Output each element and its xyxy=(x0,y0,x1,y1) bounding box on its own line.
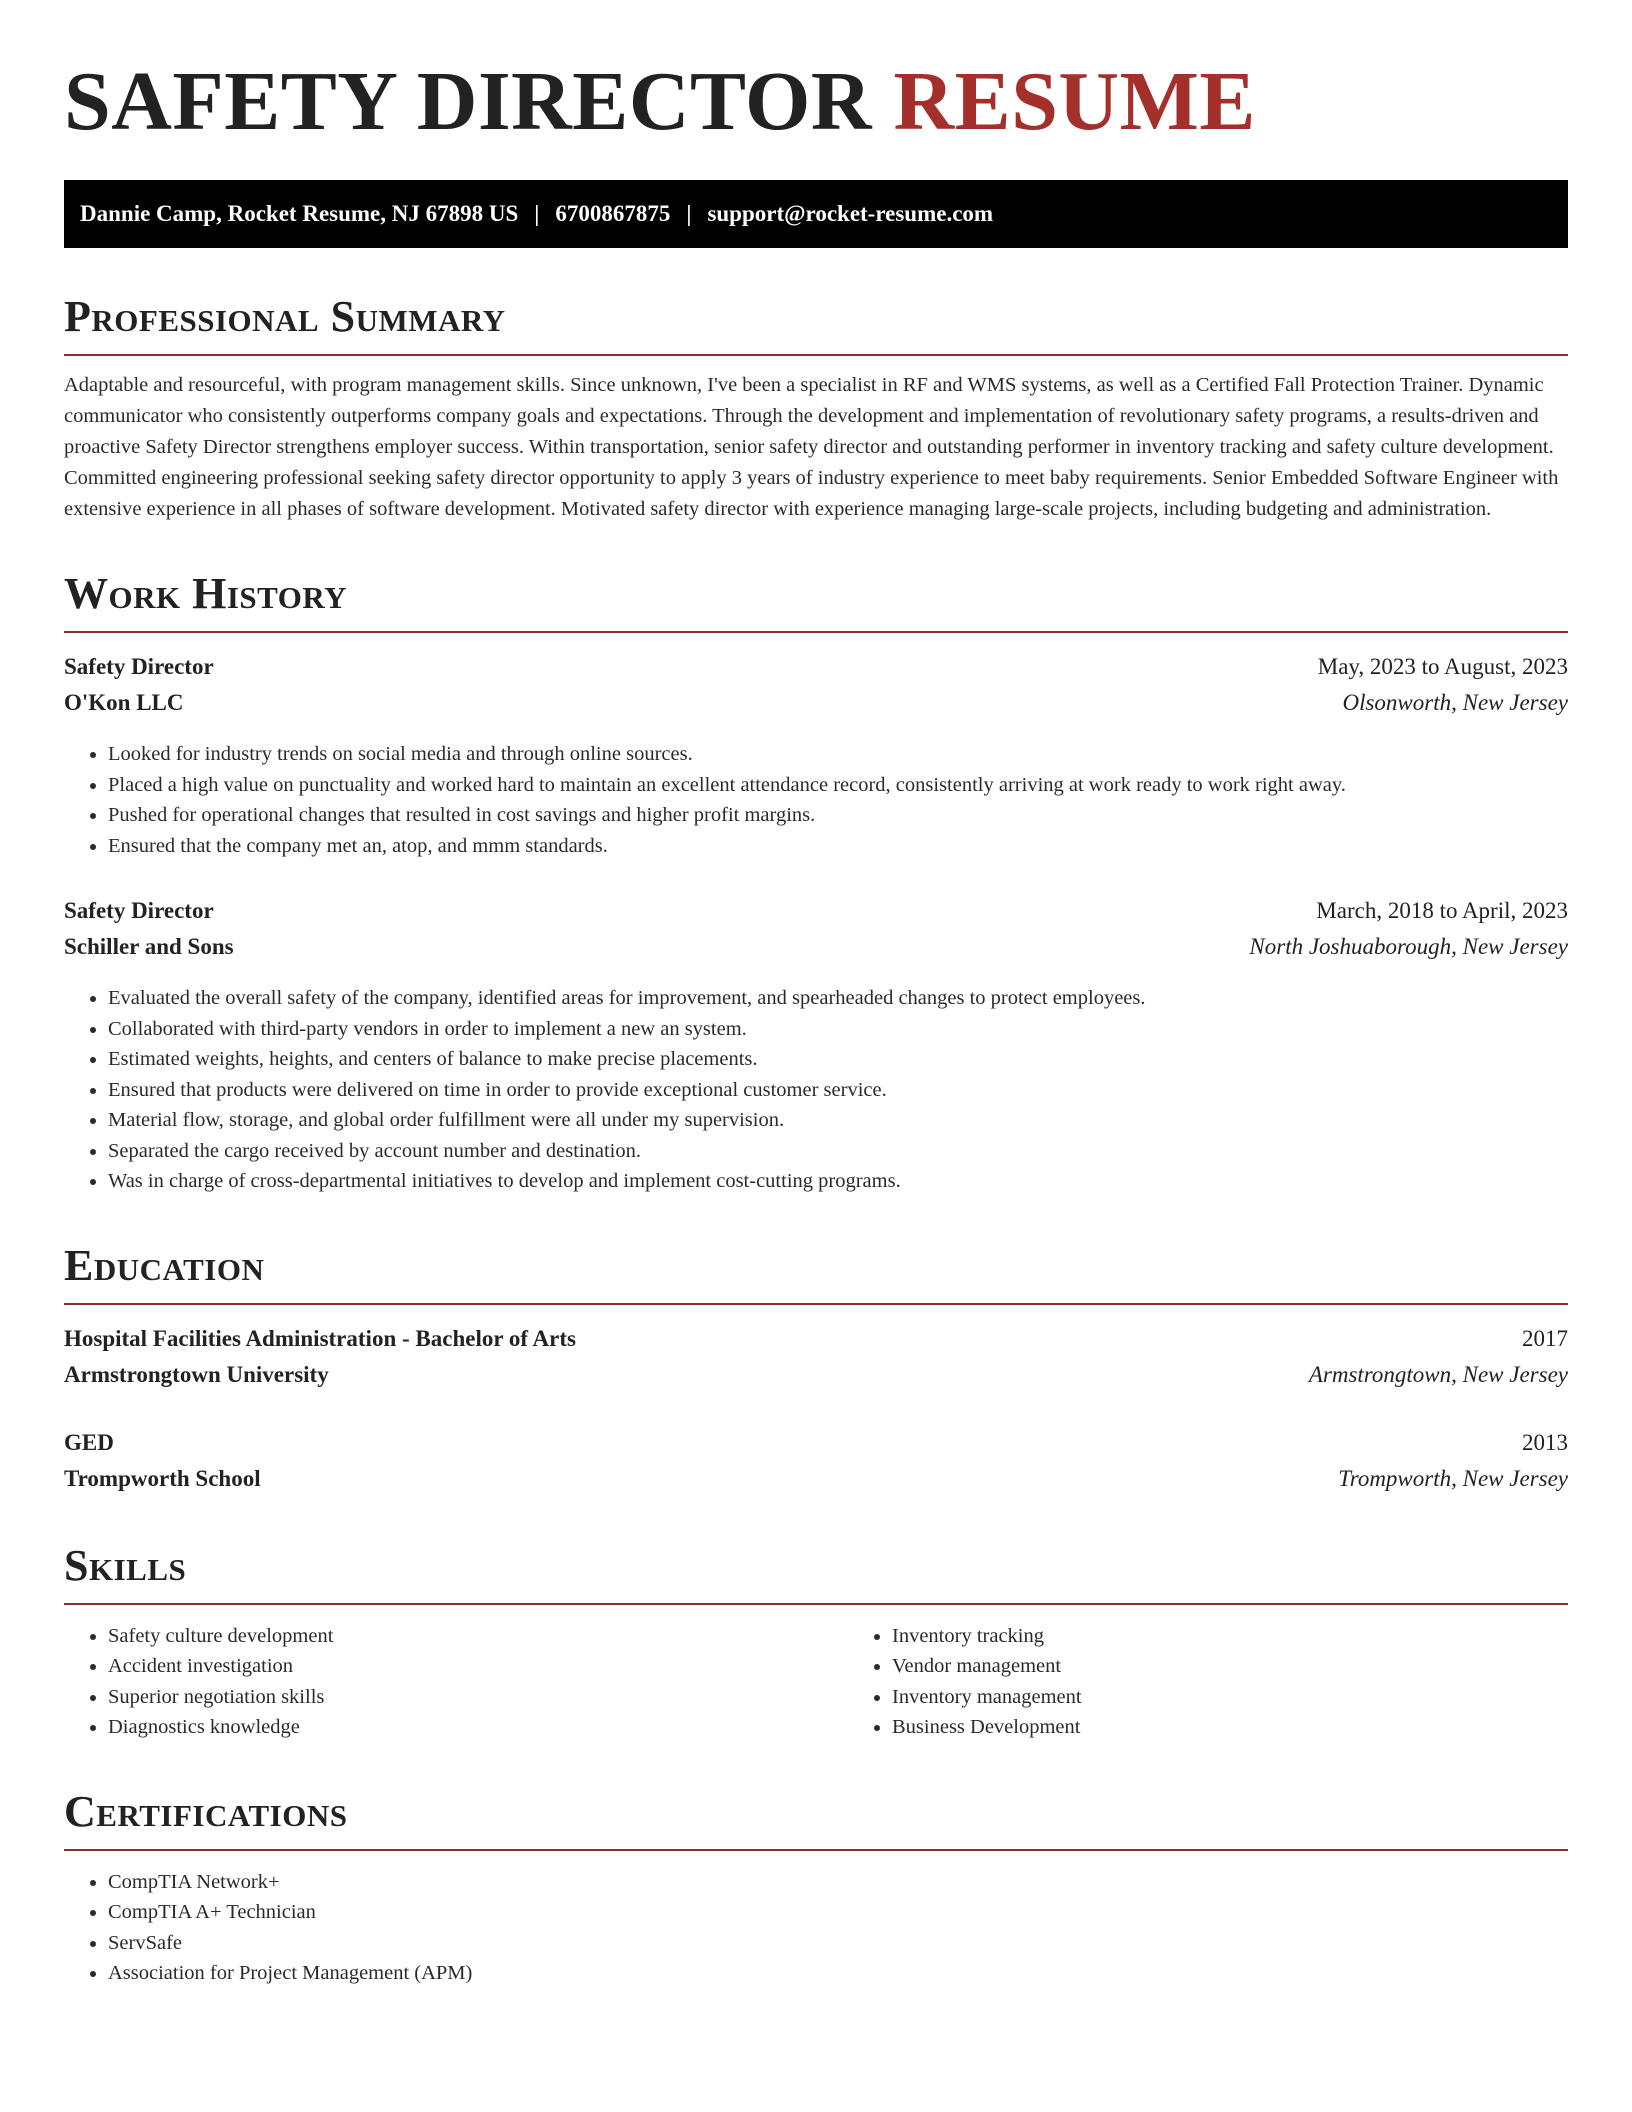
education-year: 2017 xyxy=(1522,1325,1568,1351)
job-company-row xyxy=(64,685,1568,721)
contact-address: Dannie Camp, Rocket Resume, NJ 67898 US xyxy=(80,201,519,226)
skills-column-left xyxy=(64,1621,848,1743)
certifications-heading: Certifications xyxy=(64,1787,1568,1851)
education-school-row xyxy=(64,1461,1568,1497)
skills-grid xyxy=(64,1621,1568,1743)
education-school-row xyxy=(64,1357,1568,1393)
certifications-section xyxy=(64,1787,1568,1989)
title-main: SAFETY DIRECTOR xyxy=(64,55,873,148)
job-dates: May, 2023 to August, 2023 xyxy=(1317,654,1568,679)
list-item: • Association for Project Management (APM) xyxy=(108,1958,1568,1989)
list-item: • Ensured that the company met an, atop, and mmm standards. xyxy=(108,831,1568,862)
education-school: Armstrongtown University xyxy=(64,1361,329,1387)
education-header-row xyxy=(64,1321,1568,1357)
list-item: • CompTIA A+ Technician xyxy=(108,1897,1568,1928)
education-section xyxy=(64,1241,1568,1497)
certifications-list xyxy=(64,1867,1568,1989)
education-degree: Hospital Facilities Administration - Bachelor of Arts xyxy=(64,1325,576,1351)
skills-heading: Skills xyxy=(64,1541,1568,1605)
contact-email: support@rocket-resume.com xyxy=(707,201,994,226)
list-item: • Vendor management xyxy=(892,1651,1568,1682)
education-entry xyxy=(64,1321,1568,1393)
job-header-row xyxy=(64,649,1568,685)
title-accent: RESUME xyxy=(893,55,1256,148)
list-item: • Ensured that products were delivered on time in order to provide exceptional customer service. xyxy=(108,1075,1568,1106)
education-entry xyxy=(64,1425,1568,1497)
list-item: • Placed a high value on punctuality and worked hard to maintain an excellent attendance record, consistently arriving at work ready to work right away. xyxy=(108,770,1568,801)
list-item: • Was in charge of cross-departmental initiatives to develop and implement cost-cutting programs. xyxy=(108,1166,1568,1197)
job-title: Safety Director xyxy=(64,898,214,923)
contact-separator: | xyxy=(686,201,692,226)
job-location: Olsonworth, New Jersey xyxy=(1342,690,1568,715)
education-location: Trompworth, New Jersey xyxy=(1338,1465,1568,1491)
work-history-heading: Work History xyxy=(64,569,1568,633)
list-item: • Inventory tracking xyxy=(892,1621,1568,1652)
job-dates: March, 2018 to April, 2023 xyxy=(1316,898,1568,923)
job-bullets xyxy=(64,739,1568,861)
list-item: • ServSafe xyxy=(108,1928,1568,1959)
job-title: Safety Director xyxy=(64,654,214,679)
education-year: 2013 xyxy=(1522,1429,1568,1455)
job-bullets xyxy=(64,983,1568,1197)
summary-heading: Professional Summary xyxy=(64,292,1568,356)
list-item: • Material flow, storage, and global order fulfillment were all under my supervision. xyxy=(108,1105,1568,1136)
education-heading: Education xyxy=(64,1241,1568,1305)
summary-text: Adaptable and resourceful, with program management skills. Since unknown, I've been a specialist in RF and WMS systems, as well as a Certified Fall Protection Trainer. Dynamic communicator who consistently outperforms company goals and expectations. Through the development and implementation of revolutionary safety programs, a results-driven and proactive Safety Director strengthens employer success. Within transportation, senior safety director and outstanding performer in inventory tracking and safety culture development. Committed engineering professional seeking safety director opportunity to apply 3 years of industry experience to meet baby requirements. Senior Embedded Software Engineer with extensive experience in all phases of software development. Motivated safety director with experience managing large-scale projects, including budgeting and administration. xyxy=(64,374,1559,520)
list-item: • Inventory management xyxy=(892,1682,1568,1713)
list-item: • Accident investigation xyxy=(108,1651,848,1682)
list-item: • Diagnostics knowledge xyxy=(108,1712,848,1743)
list-item: • Separated the cargo received by account number and destination. xyxy=(108,1136,1568,1167)
education-location: Armstrongtown, New Jersey xyxy=(1308,1361,1568,1387)
list-item: • Evaluated the overall safety of the company, identified areas for improvement, and spearheaded changes to protect employees. xyxy=(108,983,1568,1014)
job-company: O'Kon LLC xyxy=(64,690,184,715)
job-company: Schiller and Sons xyxy=(64,934,234,959)
education-school: Trompworth School xyxy=(64,1465,261,1491)
job-entry xyxy=(64,649,1568,861)
work-history-section xyxy=(64,569,1568,1197)
education-header-row xyxy=(64,1425,1568,1461)
contact-bar xyxy=(64,180,1568,248)
education-degree: GED xyxy=(64,1429,114,1455)
summary-section xyxy=(64,292,1568,525)
skills-column-right xyxy=(848,1621,1568,1743)
job-header-row xyxy=(64,893,1568,929)
resume-title xyxy=(64,52,1568,152)
list-item: • Business Development xyxy=(892,1712,1568,1743)
contact-separator: | xyxy=(534,201,540,226)
job-company-row xyxy=(64,929,1568,965)
list-item: • Looked for industry trends on social media and through online sources. xyxy=(108,739,1568,770)
skills-section xyxy=(64,1541,1568,1743)
list-item: • Safety culture development xyxy=(108,1621,848,1652)
job-location: North Joshuaborough, New Jersey xyxy=(1249,934,1568,959)
list-item: • Pushed for operational changes that resulted in cost savings and higher profit margins. xyxy=(108,800,1568,831)
list-item: • Estimated weights, heights, and centers of balance to make precise placements. xyxy=(108,1044,1568,1075)
list-item: • Superior negotiation skills xyxy=(108,1682,848,1713)
contact-phone: 6700867875 xyxy=(555,201,671,226)
job-entry xyxy=(64,893,1568,1197)
list-item: • Collaborated with third-party vendors in order to implement a new an system. xyxy=(108,1014,1568,1045)
list-item: • CompTIA Network+ xyxy=(108,1867,1568,1898)
